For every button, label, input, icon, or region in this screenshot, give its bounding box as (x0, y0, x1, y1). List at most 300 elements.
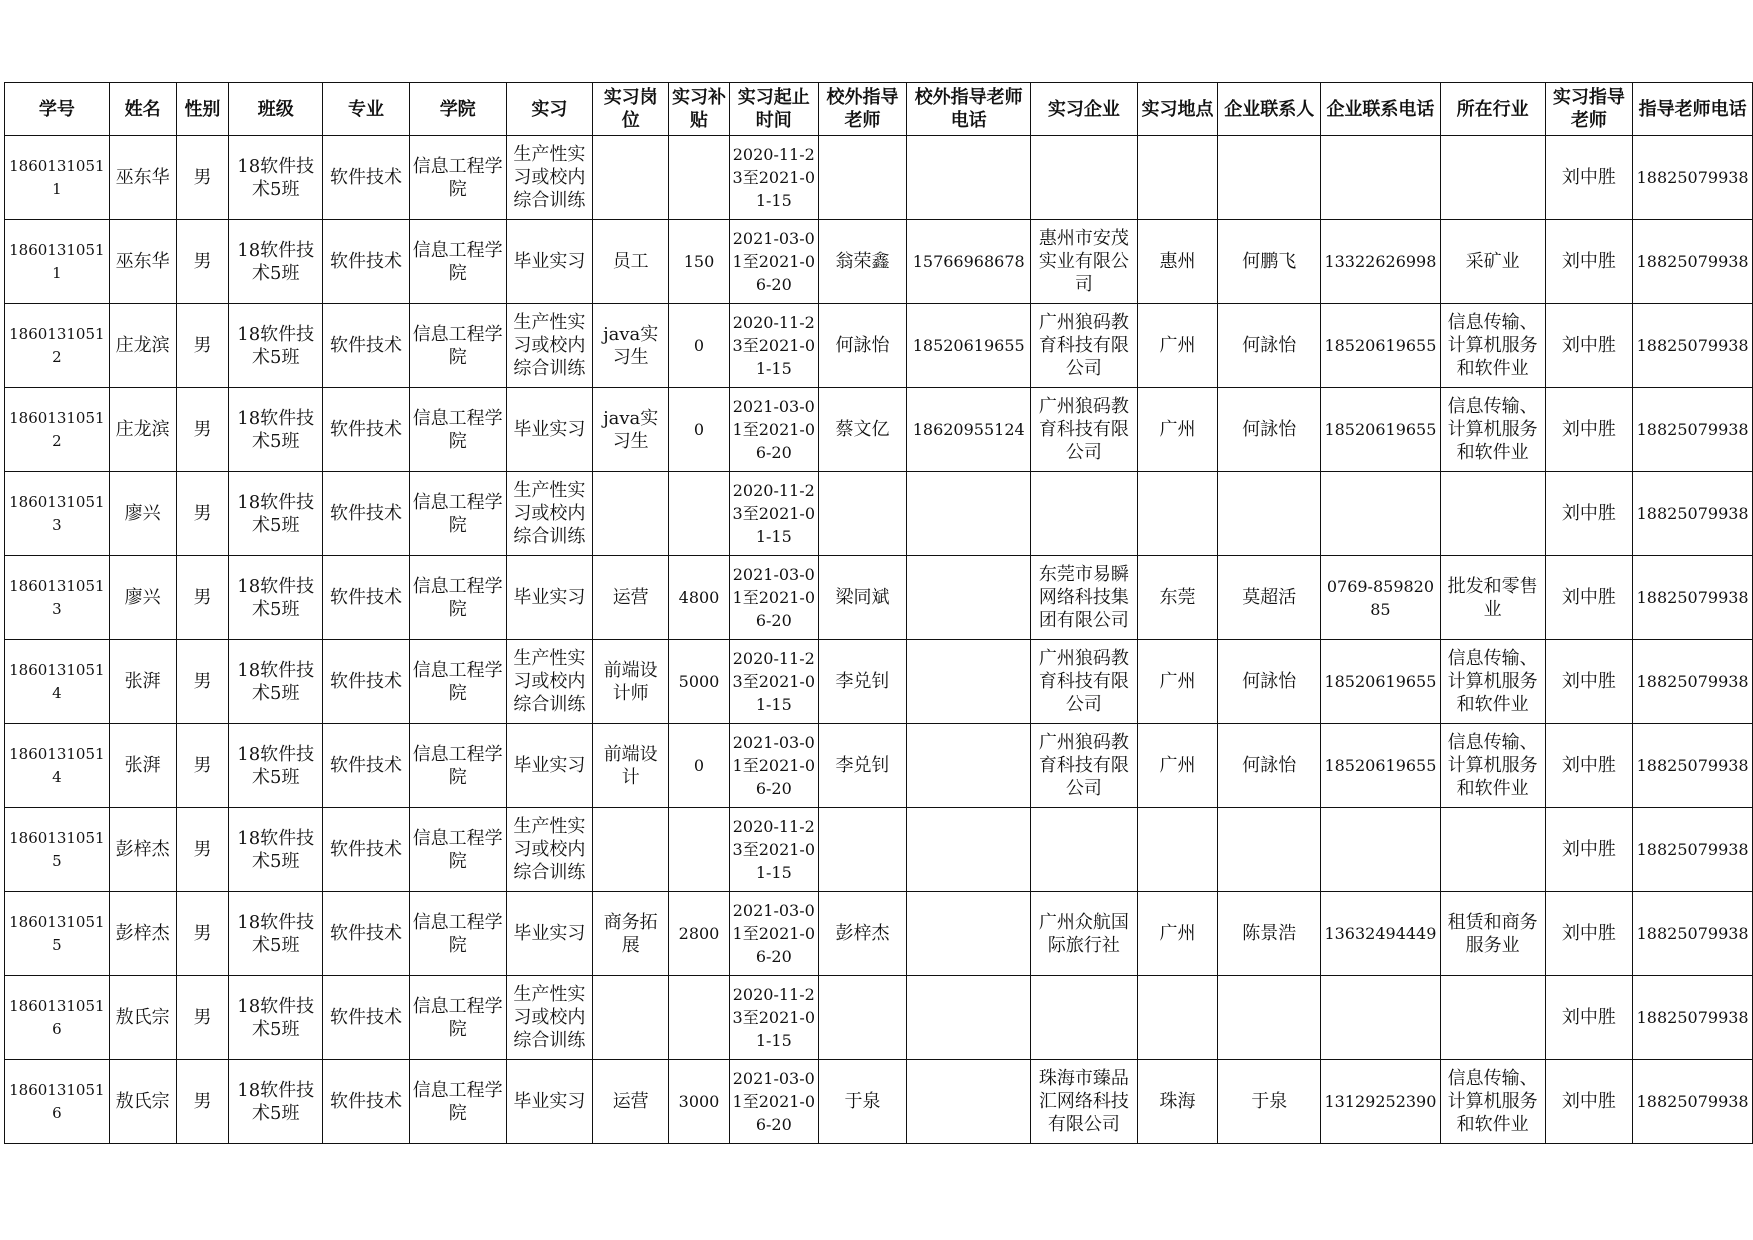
cell-text: 2020-11-23至2021-01-15 (732, 481, 816, 546)
cell-contact (1218, 304, 1321, 388)
cell-company (1031, 472, 1138, 556)
cell-text: 2020-11-23至2021-01-15 (732, 985, 816, 1050)
cell-ext-phone (907, 388, 1031, 472)
cell-type (506, 136, 593, 220)
cell-ext-phone (907, 136, 1031, 220)
cell-contact (1218, 220, 1321, 304)
cell-class (229, 220, 323, 304)
cell-text: 软件技术 (329, 755, 402, 776)
cell-post (593, 976, 669, 1060)
cell-post (593, 220, 669, 304)
cell-contact-phone (1321, 472, 1441, 556)
cell-id (5, 976, 110, 1060)
cell-text: 18825079938 (1636, 924, 1749, 943)
column-header: 学号 (5, 83, 110, 136)
column-header: 学院 (409, 83, 506, 136)
cell-text: 生产性实习或校内综合训练 (513, 648, 586, 715)
cell-type (506, 808, 593, 892)
cell-subsidy (669, 724, 730, 808)
cell-text: 信息工程学院 (412, 407, 503, 452)
cell-text: 2020-11-23至2021-01-15 (732, 817, 816, 882)
cell-class (229, 472, 323, 556)
cell-major (323, 556, 410, 640)
cell-ext-phone (907, 976, 1031, 1060)
cell-text: 男 (193, 167, 212, 188)
cell-post (593, 808, 669, 892)
cell-industry (1440, 1060, 1545, 1144)
cell-type (506, 220, 593, 304)
cell-subsidy (669, 304, 730, 388)
cell-text: 蔡文亿 (835, 419, 890, 440)
cell-text: 刘中胜 (1561, 923, 1616, 944)
cell-teacher-phone (1633, 220, 1753, 304)
cell-major (323, 892, 410, 976)
column-header: 校外指导老师 (818, 83, 907, 136)
cell-text: 生产性实习或校内综合训练 (513, 816, 586, 883)
cell-text: 庄龙滨 (115, 419, 170, 440)
cell-major (323, 136, 410, 220)
cell-text: 18软件技术5班 (237, 995, 315, 1040)
cell-company (1031, 808, 1138, 892)
column-header: 实习补贴 (669, 83, 730, 136)
cell-class (229, 976, 323, 1060)
cell-major (323, 304, 410, 388)
cell-ext-phone (907, 808, 1031, 892)
cell-teacher-phone (1633, 388, 1753, 472)
cell-text: 13129252390 (1324, 1092, 1437, 1111)
cell-text: 2021-03-01至2021-06-20 (732, 397, 816, 462)
header-row (5, 83, 1753, 136)
cell-text: 男 (193, 503, 212, 524)
cell-industry (1440, 220, 1545, 304)
cell-name (109, 1060, 176, 1144)
cell-company (1031, 892, 1138, 976)
cell-period (729, 136, 818, 220)
cell-text: 男 (193, 671, 212, 692)
column-header: 企业联系电话 (1321, 83, 1441, 136)
cell-teacher-phone (1633, 892, 1753, 976)
cell-text: 运营 (612, 1091, 649, 1112)
cell-company (1031, 388, 1138, 472)
cell-text: 广州狼码教育科技有限公司 (1038, 396, 1129, 463)
cell-text: 男 (193, 839, 212, 860)
cell-text: 18520619655 (1324, 672, 1437, 691)
column-header: 性别 (176, 83, 229, 136)
cell-industry (1440, 892, 1545, 976)
column-header: 指导老师电话 (1633, 83, 1753, 136)
cell-type (506, 556, 593, 640)
cell-text: 李兑钊 (835, 671, 890, 692)
cell-class (229, 808, 323, 892)
cell-college (409, 556, 506, 640)
cell-post (593, 892, 669, 976)
column-header: 姓名 (109, 83, 176, 136)
cell-text: 软件技术 (329, 419, 402, 440)
cell-text: 彭梓杰 (115, 923, 170, 944)
cell-teacher-phone (1633, 472, 1753, 556)
cell-text: 0769-85982085 (1326, 576, 1435, 619)
cell-contact-phone (1321, 304, 1441, 388)
cell-teacher-phone (1633, 724, 1753, 808)
cell-college (409, 136, 506, 220)
cell-gender (176, 892, 229, 976)
cell-text: 何詠怡 (835, 335, 890, 356)
cell-text: 批发和零售业 (1447, 575, 1538, 620)
cell-type (506, 304, 593, 388)
cell-text: 信息工程学院 (412, 911, 503, 956)
cell-text: 张湃 (124, 755, 161, 776)
cell-text: 18601310513 (9, 576, 105, 618)
cell-location (1137, 388, 1218, 472)
cell-text: 刘中胜 (1561, 335, 1616, 356)
cell-text: 信息工程学院 (412, 659, 503, 704)
cell-text: 5000 (678, 672, 720, 691)
cell-class (229, 304, 323, 388)
cell-period (729, 220, 818, 304)
cell-text: 信息传输、计算机服务和软件业 (1447, 648, 1538, 715)
cell-major (323, 472, 410, 556)
cell-text: java实习生 (603, 323, 659, 368)
cell-text: 软件技术 (329, 839, 402, 860)
cell-name (109, 556, 176, 640)
cell-text: 刘中胜 (1561, 1091, 1616, 1112)
cell-type (506, 1060, 593, 1144)
cell-ext-phone (907, 556, 1031, 640)
cell-ext-teacher (818, 1060, 907, 1144)
cell-id (5, 808, 110, 892)
cell-id (5, 556, 110, 640)
column-header: 实习指导老师 (1545, 83, 1633, 136)
cell-text: 广州狼码教育科技有限公司 (1038, 312, 1129, 379)
cell-text: 18601310511 (9, 240, 105, 282)
cell-subsidy (669, 220, 730, 304)
cell-text: 男 (193, 587, 212, 608)
cell-text: 18软件技术5班 (237, 827, 315, 872)
cell-text: 广州 (1159, 755, 1196, 776)
cell-company (1031, 220, 1138, 304)
cell-text: 18软件技术5班 (237, 407, 315, 452)
cell-subsidy (669, 976, 730, 1060)
cell-teacher (1545, 976, 1633, 1060)
cell-text: 信息工程学院 (412, 827, 503, 872)
cell-location (1137, 136, 1218, 220)
cell-text: 毕业实习 (513, 419, 586, 440)
cell-name (109, 808, 176, 892)
cell-text: 信息工程学院 (412, 1079, 503, 1124)
cell-text: 2021-03-01至2021-06-20 (732, 229, 816, 294)
cell-ext-teacher (818, 724, 907, 808)
cell-text: 何詠怡 (1242, 755, 1297, 776)
cell-period (729, 304, 818, 388)
table-row (5, 556, 1753, 640)
cell-text: 信息工程学院 (412, 995, 503, 1040)
table-row (5, 1060, 1753, 1144)
cell-location (1137, 556, 1218, 640)
cell-text: 18520619655 (1324, 756, 1437, 775)
cell-text: 信息传输、计算机服务和软件业 (1447, 396, 1538, 463)
cell-text: 男 (193, 335, 212, 356)
cell-contact-phone (1321, 1060, 1441, 1144)
cell-text: 租赁和商务服务业 (1447, 911, 1538, 956)
cell-college (409, 640, 506, 724)
cell-text: 生产性实习或校内综合训练 (513, 480, 586, 547)
table-row (5, 808, 1753, 892)
cell-company (1031, 724, 1138, 808)
cell-text: 软件技术 (329, 251, 402, 272)
cell-class (229, 556, 323, 640)
cell-text: 男 (193, 1007, 212, 1028)
cell-text: 男 (193, 755, 212, 776)
column-header: 实习企业 (1031, 83, 1138, 136)
cell-period (729, 976, 818, 1060)
cell-post (593, 640, 669, 724)
cell-ext-phone (907, 892, 1031, 976)
cell-contact (1218, 472, 1321, 556)
cell-text: 18825079938 (1636, 1008, 1749, 1027)
cell-name (109, 472, 176, 556)
internship-table (4, 82, 1753, 1144)
cell-text: 员工 (612, 251, 649, 272)
cell-text: 刘中胜 (1561, 1007, 1616, 1028)
cell-company (1031, 640, 1138, 724)
cell-ext-phone (907, 304, 1031, 388)
cell-teacher (1545, 136, 1633, 220)
cell-text: 男 (193, 1091, 212, 1112)
cell-company (1031, 1060, 1138, 1144)
cell-ext-teacher (818, 388, 907, 472)
cell-ext-phone (907, 1060, 1031, 1144)
cell-text: 生产性实习或校内综合训练 (513, 984, 586, 1051)
cell-text: 15766968678 (912, 252, 1025, 271)
cell-text: 毕业实习 (513, 1091, 586, 1112)
cell-gender (176, 976, 229, 1060)
cell-text: 18825079938 (1636, 252, 1749, 271)
cell-ext-teacher (818, 556, 907, 640)
cell-text: 毕业实习 (513, 923, 586, 944)
cell-text: 18825079938 (1636, 672, 1749, 691)
cell-ext-teacher (818, 808, 907, 892)
cell-text: 莫超活 (1242, 587, 1297, 608)
cell-class (229, 892, 323, 976)
cell-subsidy (669, 808, 730, 892)
cell-text: 惠州 (1159, 251, 1196, 272)
table-row (5, 136, 1753, 220)
column-header: 专业 (323, 83, 410, 136)
table-body (5, 136, 1753, 1144)
cell-text: 广州狼码教育科技有限公司 (1038, 732, 1129, 799)
cell-text: 巫东华 (115, 251, 170, 272)
cell-major (323, 808, 410, 892)
cell-college (409, 976, 506, 1060)
cell-id (5, 640, 110, 724)
column-header: 班级 (229, 83, 323, 136)
cell-text: 18软件技术5班 (237, 575, 315, 620)
cell-text: 东莞 (1159, 587, 1196, 608)
cell-text: 刘中胜 (1561, 251, 1616, 272)
cell-text: 18601310511 (9, 156, 105, 198)
cell-contact (1218, 724, 1321, 808)
cell-college (409, 304, 506, 388)
cell-text: 信息工程学院 (412, 323, 503, 368)
cell-teacher (1545, 892, 1633, 976)
cell-text: 18601310512 (9, 324, 105, 366)
cell-major (323, 976, 410, 1060)
cell-text: 刘中胜 (1561, 587, 1616, 608)
cell-text: 何鹏飞 (1242, 251, 1297, 272)
cell-teacher-phone (1633, 808, 1753, 892)
cell-text: 18520619655 (1324, 336, 1437, 355)
cell-text: 何詠怡 (1242, 419, 1297, 440)
cell-major (323, 220, 410, 304)
cell-subsidy (669, 640, 730, 724)
cell-name (109, 976, 176, 1060)
cell-location (1137, 640, 1218, 724)
cell-text: 18825079938 (1636, 756, 1749, 775)
cell-ext-teacher (818, 136, 907, 220)
cell-class (229, 136, 323, 220)
cell-text: 男 (193, 251, 212, 272)
cell-ext-phone (907, 640, 1031, 724)
cell-text: 采矿业 (1465, 251, 1520, 272)
cell-text: 生产性实习或校内综合训练 (513, 312, 586, 379)
column-header: 实习 (506, 83, 593, 136)
cell-contact-phone (1321, 976, 1441, 1060)
cell-industry (1440, 976, 1545, 1060)
cell-contact (1218, 388, 1321, 472)
cell-company (1031, 304, 1138, 388)
cell-industry (1440, 808, 1545, 892)
cell-text: java实习生 (603, 407, 659, 452)
cell-text: 18软件技术5班 (237, 743, 315, 788)
column-header: 企业联系人 (1218, 83, 1321, 136)
cell-class (229, 1060, 323, 1144)
table-row (5, 472, 1753, 556)
cell-major (323, 388, 410, 472)
cell-industry (1440, 640, 1545, 724)
cell-text: 2020-11-23至2021-01-15 (732, 145, 816, 210)
cell-text: 广州狼码教育科技有限公司 (1038, 648, 1129, 715)
cell-text: 刘中胜 (1561, 671, 1616, 692)
cell-text: 18601310512 (9, 408, 105, 450)
cell-post (593, 136, 669, 220)
cell-text: 18825079938 (1636, 840, 1749, 859)
cell-contact-phone (1321, 388, 1441, 472)
cell-teacher (1545, 220, 1633, 304)
cell-college (409, 808, 506, 892)
cell-text: 生产性实习或校内综合训练 (513, 144, 586, 211)
cell-text: 2021-03-01至2021-06-20 (732, 733, 816, 798)
cell-text: 软件技术 (329, 671, 402, 692)
cell-teacher (1545, 388, 1633, 472)
cell-teacher (1545, 640, 1633, 724)
cell-name (109, 136, 176, 220)
cell-company (1031, 136, 1138, 220)
cell-teacher-phone (1633, 136, 1753, 220)
cell-text: 彭梓杰 (835, 923, 890, 944)
cell-text: 惠州市安茂实业有限公司 (1038, 228, 1129, 295)
cell-text: 梁同斌 (835, 587, 890, 608)
cell-type (506, 724, 593, 808)
cell-text: 2021-03-01至2021-06-20 (732, 565, 816, 630)
cell-text: 珠海 (1159, 1091, 1196, 1112)
cell-text: 软件技术 (329, 503, 402, 524)
cell-industry (1440, 472, 1545, 556)
cell-text: 张湃 (124, 671, 161, 692)
cell-name (109, 388, 176, 472)
cell-text: 毕业实习 (513, 251, 586, 272)
cell-major (323, 1060, 410, 1144)
cell-post (593, 1060, 669, 1144)
cell-teacher-phone (1633, 1060, 1753, 1144)
cell-gender (176, 472, 229, 556)
cell-name (109, 724, 176, 808)
cell-ext-teacher (818, 304, 907, 388)
cell-text: 彭梓杰 (115, 839, 170, 860)
cell-ext-phone (907, 220, 1031, 304)
cell-teacher (1545, 556, 1633, 640)
cell-contact-phone (1321, 892, 1441, 976)
cell-contact-phone (1321, 220, 1441, 304)
cell-text: 信息传输、计算机服务和软件业 (1447, 1068, 1538, 1135)
cell-text: 李兑钊 (835, 755, 890, 776)
cell-location (1137, 304, 1218, 388)
cell-text: 18601310516 (9, 1080, 105, 1122)
cell-period (729, 892, 818, 976)
cell-location (1137, 976, 1218, 1060)
cell-location (1137, 808, 1218, 892)
table-row (5, 304, 1753, 388)
cell-name (109, 220, 176, 304)
cell-text: 信息传输、计算机服务和软件业 (1447, 732, 1538, 799)
cell-text: 廖兴 (124, 503, 161, 524)
table-row (5, 220, 1753, 304)
cell-company (1031, 976, 1138, 1060)
cell-text: 庄龙滨 (115, 335, 170, 356)
cell-text: 0 (693, 756, 705, 775)
cell-text: 广州众航国际旅行社 (1038, 911, 1129, 956)
cell-text: 18520619655 (1324, 420, 1437, 439)
cell-text: 2021-03-01至2021-06-20 (732, 1069, 816, 1134)
cell-text: 于泉 (844, 1091, 881, 1112)
cell-post (593, 556, 669, 640)
cell-text: 18601310514 (9, 744, 105, 786)
cell-text: 广州 (1159, 923, 1196, 944)
cell-text: 2800 (678, 924, 720, 943)
cell-text: 18软件技术5班 (237, 659, 315, 704)
cell-contact (1218, 640, 1321, 724)
cell-text: 敖氏宗 (115, 1007, 170, 1028)
cell-ext-teacher (818, 472, 907, 556)
cell-type (506, 892, 593, 976)
cell-subsidy (669, 1060, 730, 1144)
cell-id (5, 724, 110, 808)
cell-teacher (1545, 808, 1633, 892)
cell-gender (176, 640, 229, 724)
cell-text: 运营 (612, 587, 649, 608)
cell-subsidy (669, 388, 730, 472)
cell-text: 3000 (678, 1092, 720, 1111)
cell-text: 于泉 (1251, 1091, 1288, 1112)
cell-subsidy (669, 472, 730, 556)
cell-contact-phone (1321, 136, 1441, 220)
cell-text: 18520619655 (912, 336, 1025, 355)
cell-type (506, 388, 593, 472)
cell-contact (1218, 892, 1321, 976)
cell-text: 13632494449 (1324, 924, 1437, 943)
cell-text: 何詠怡 (1242, 335, 1297, 356)
cell-post (593, 472, 669, 556)
cell-text: 18601310515 (9, 828, 105, 870)
